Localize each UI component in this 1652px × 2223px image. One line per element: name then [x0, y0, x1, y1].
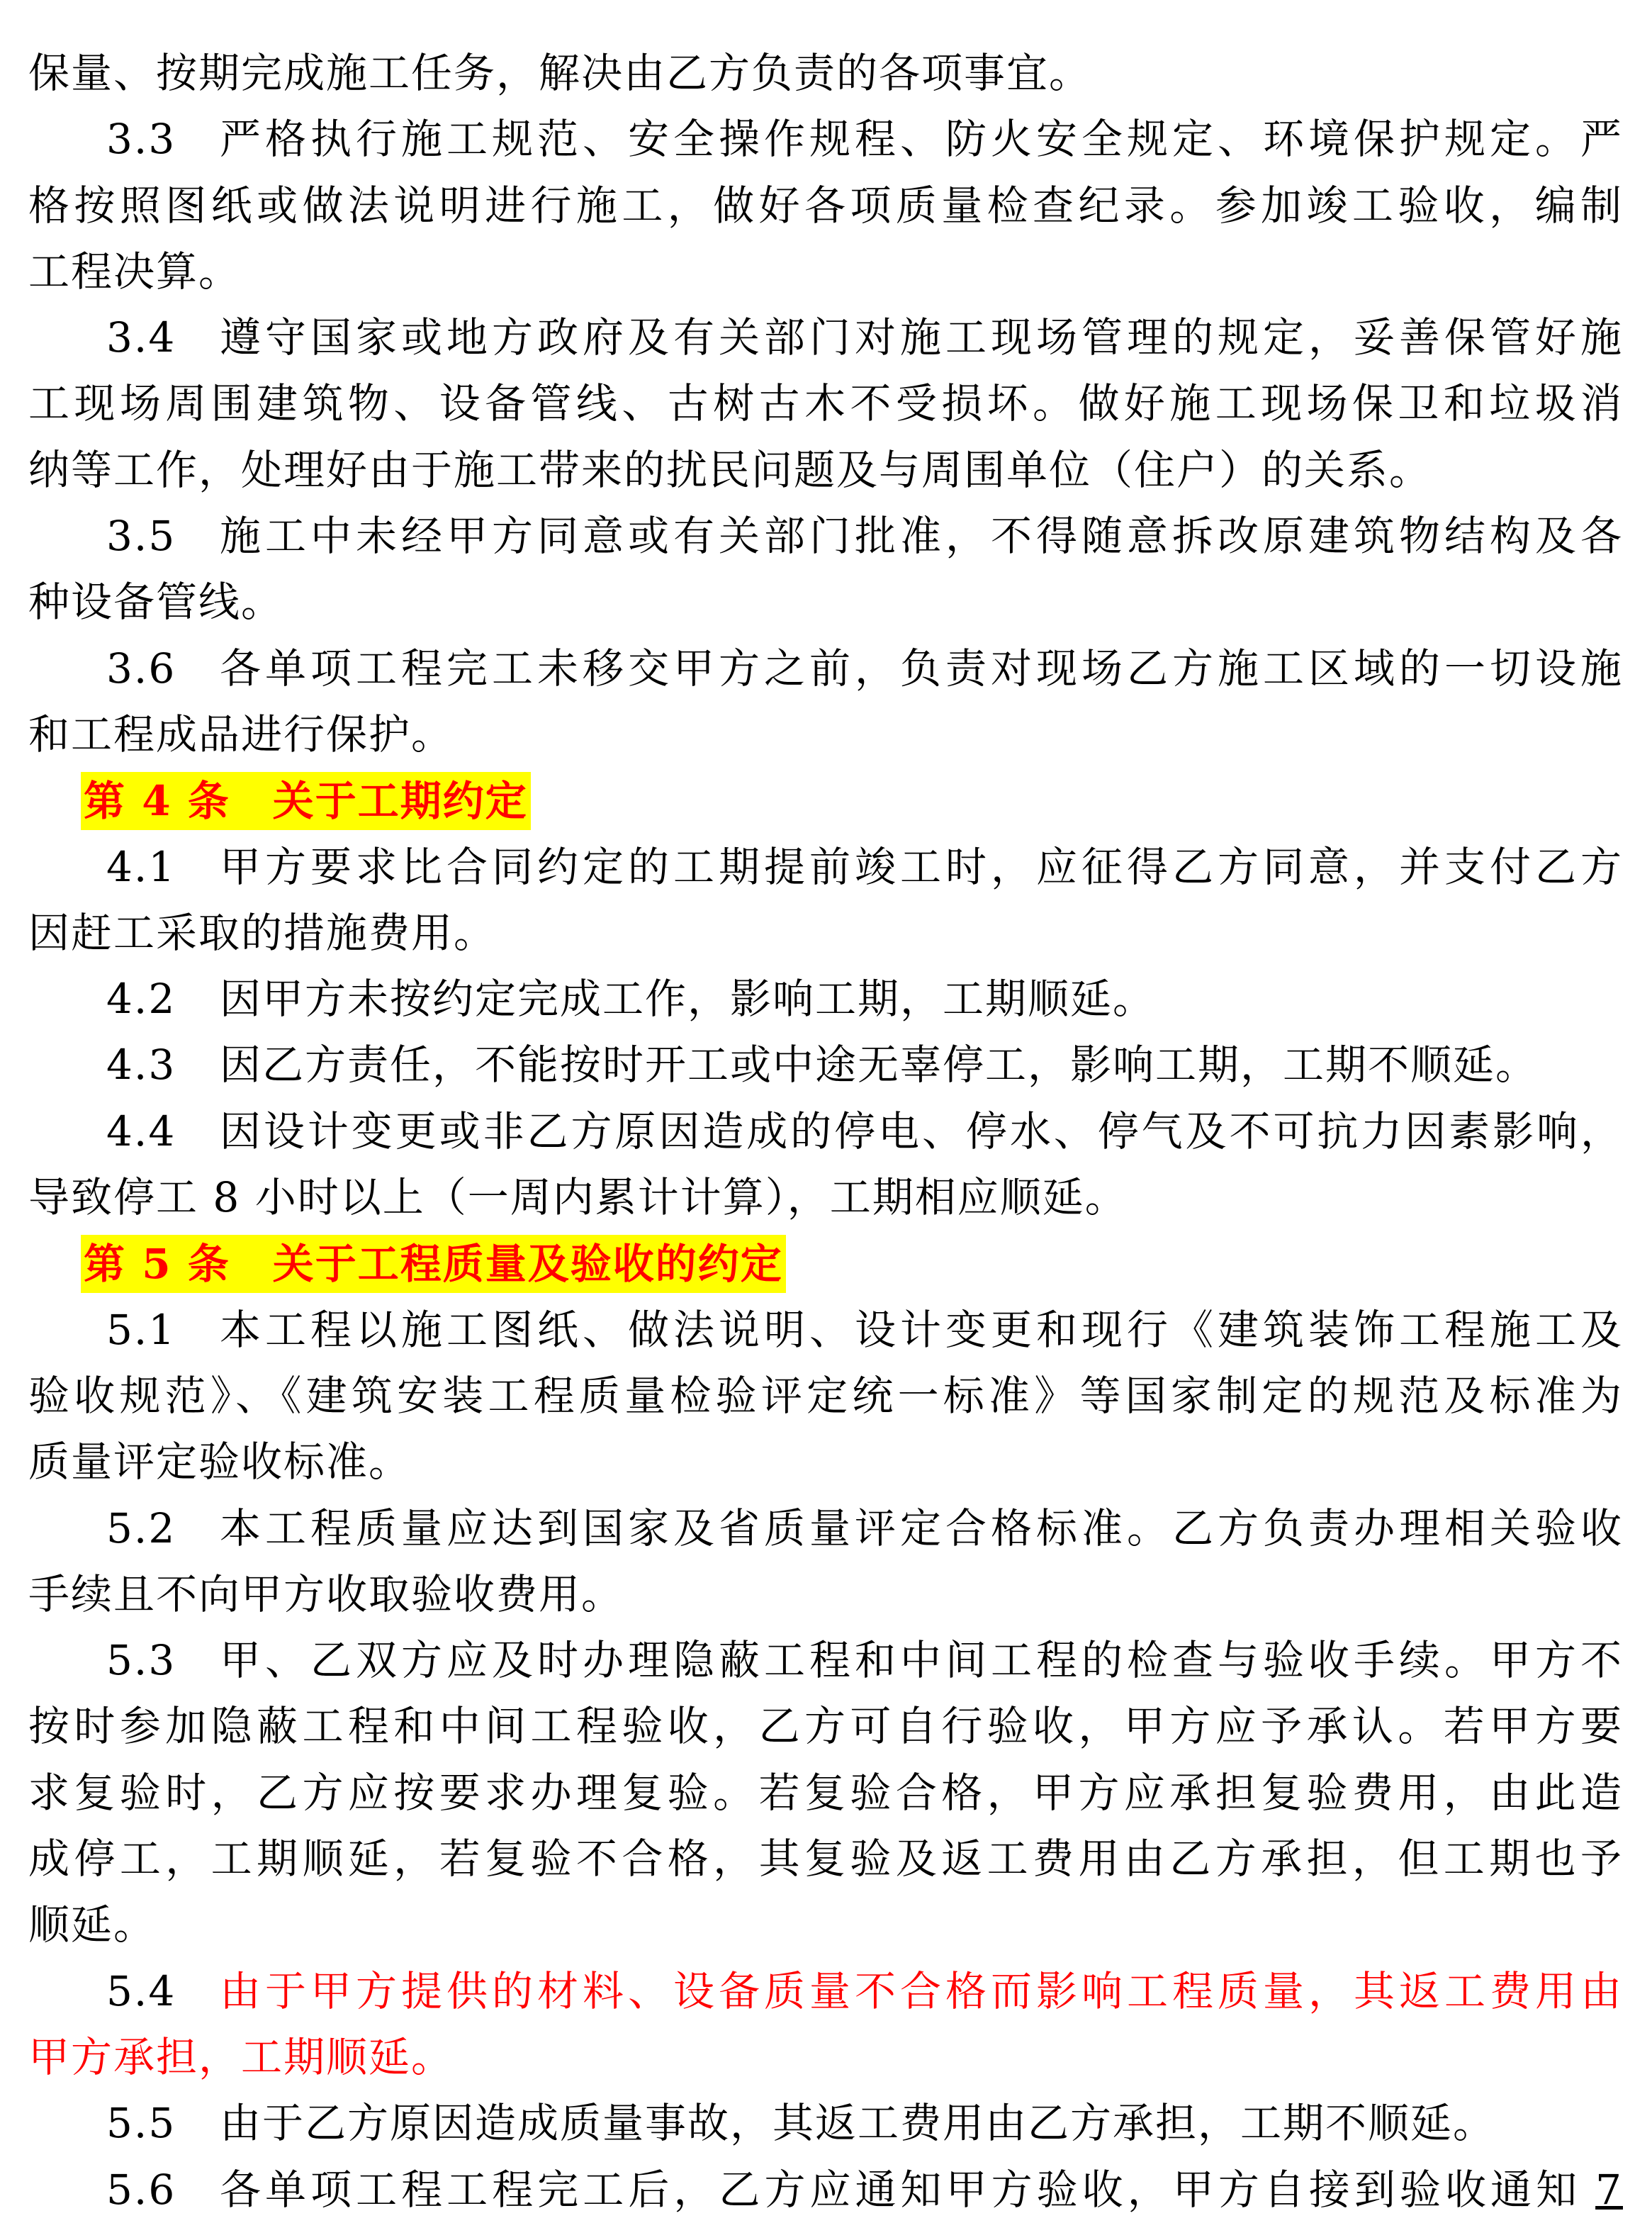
clause-number: 3.3	[106, 115, 176, 164]
clause-text: 手续且不向甲方收取验收费用。	[28, 1569, 624, 1618]
clause-number: 3.4	[106, 313, 176, 362]
clause-number: 5.6	[106, 2165, 176, 2214]
clause-line	[28, 1032, 1623, 1098]
clause-text: 工程决算。	[28, 247, 242, 296]
clause-line	[28, 2157, 1623, 2223]
text-line	[28, 569, 1623, 635]
clause-text: 因赶工采取的措施费用。	[28, 908, 497, 957]
text-line	[28, 1826, 1623, 1892]
clause-text: 因设计变更或非乙方原因造成的停电、停水、停气及不可抗力因素影响，	[220, 1107, 1623, 1155]
section-heading	[28, 1231, 1623, 1297]
clause-line	[28, 834, 1623, 900]
clause-text: 施工中未经甲方同意或有关部门批准，不得随意拆改原建筑物结构及各	[220, 512, 1623, 561]
clause-line	[28, 1297, 1623, 1363]
clause-number: 3.5	[106, 512, 176, 561]
clause-line	[28, 1496, 1623, 1562]
clause-line	[28, 1628, 1623, 1693]
clause-text: 因乙方责任，不能按时开工或中途无辜停工，影响工期，工期不顺延。	[220, 1041, 1539, 1090]
clause-number: 5.5	[106, 2099, 176, 2148]
clause-line	[28, 2090, 1623, 2156]
clause-text: 甲方承担，工期顺延。	[28, 2032, 454, 2081]
clause-text: 本工程质量应达到国家及省质量评定合格标准。乙方负责办理相关验收	[220, 1504, 1623, 1552]
clause-text: 和工程成品进行保护。	[28, 710, 454, 758]
clause-line	[28, 1099, 1623, 1165]
text-line	[28, 1760, 1623, 1826]
underlined-number: 7	[1595, 2165, 1623, 2214]
text-line	[28, 371, 1623, 437]
text-line	[28, 1165, 1623, 1231]
clause-text: 按时参加隐蔽工程和中间工程验收，乙方可自行验收，甲方应予承认。若甲方要	[28, 1702, 1623, 1751]
text-line	[28, 1892, 1623, 1958]
clause-text: 顺延。	[28, 1900, 157, 1949]
clause-number: 4.4	[106, 1107, 176, 1155]
clause-number: 4.2	[106, 975, 176, 1024]
clause-text: 导致停工 8 小时以上（一周内累计计算），工期相应顺延。	[28, 1173, 1128, 1222]
text-line	[28, 437, 1623, 503]
clause-line	[28, 1959, 1623, 2025]
clause-text: 甲、乙双方应及时办理隐蔽工程和中间工程的检查与验收手续。甲方不	[220, 1636, 1623, 1685]
clause-text: 验收规范》、《建筑安装工程质量检验评定统一标准》等国家制定的规范及标准为	[28, 1371, 1623, 1420]
clause-number: 5.1	[106, 1305, 176, 1354]
clause-number: 5.4	[106, 1966, 176, 2015]
clause-text: 各单项工程工程完工后，乙方应通知甲方验收，甲方自接到验收通知	[220, 2165, 1579, 2214]
clause-text: 由于甲方提供的材料、设备质量不合格而影响工程质量，其返工费用由	[220, 1966, 1623, 2015]
text-line	[28, 702, 1623, 768]
clause-text: 因甲方未按约定完成工作，影响工期，工期顺延。	[220, 975, 1156, 1024]
clause-number: 5.3	[106, 1636, 176, 1685]
clause-text: 质量评定验收标准。	[28, 1438, 412, 1486]
clause-text: 纳等工作，处理好由于施工带来的扰民问题及与周围单位（住户）的关系。	[28, 445, 1432, 494]
text-line	[28, 1562, 1623, 1628]
clause-text: 甲方要求比合同约定的工期提前竣工时，应征得乙方同意，并支付乙方	[220, 842, 1623, 891]
text-line	[28, 1693, 1623, 1759]
clause-number: 4.3	[106, 1041, 176, 1090]
clause-text: 保量、按期完成施工任务，解决由乙方负责的各项事宜。	[28, 49, 1092, 97]
clause-text: 工现场周围建筑物、设备管线、古树古木不受损坏。做好施工现场保卫和垃圾消	[28, 379, 1623, 428]
clause-text: 各单项工程完工未移交甲方之前，负责对现场乙方施工区域的一切设施	[220, 644, 1623, 693]
section-heading	[28, 768, 1623, 834]
section-heading-text: 第 5 条 关于工程质量及验收的约定	[81, 1235, 786, 1293]
text-line	[28, 2025, 1623, 2090]
clause-text: 成停工，工期顺延，若复验不合格，其复验及返工费用由乙方承担，但工期也予	[28, 1835, 1623, 1883]
clause-line	[28, 636, 1623, 702]
clause-line	[28, 305, 1623, 371]
text-line	[28, 40, 1623, 106]
clause-text: 严格执行施工规范、安全操作规程、防火安全规定、环境保护规定。严	[220, 115, 1623, 164]
text-line	[28, 1429, 1623, 1495]
clause-number: 3.6	[106, 644, 176, 693]
clause-line	[28, 503, 1623, 569]
clause-text: 格按照图纸或做法说明进行施工，做好各项质量检查纪录。参加竣工验收，编制	[28, 181, 1623, 230]
clause-line	[28, 106, 1623, 172]
document-page	[28, 40, 1623, 2223]
clause-text: 遵守国家或地方政府及有关部门对施工现场管理的规定，妥善保管好施	[220, 313, 1623, 362]
text-line	[28, 239, 1623, 305]
clause-text: 求复验时，乙方应按要求办理复验。若复验合格，甲方应承担复验费用，由此造	[28, 1768, 1623, 1817]
text-line	[28, 173, 1623, 239]
clause-text: 种设备管线。	[28, 578, 284, 627]
text-line	[28, 900, 1623, 966]
clause-text: 由于乙方原因造成质量事故，其返工费用由乙方承担，工期不顺延。	[220, 2099, 1496, 2148]
text-line	[28, 1363, 1623, 1429]
clause-number: 5.2	[106, 1504, 176, 1552]
clause-number: 4.1	[106, 842, 176, 891]
clause-text: 本工程以施工图纸、做法说明、设计变更和现行《建筑装饰工程施工及	[220, 1305, 1623, 1354]
clause-line	[28, 966, 1623, 1032]
section-heading-text: 第 4 条 关于工期约定	[81, 772, 531, 830]
